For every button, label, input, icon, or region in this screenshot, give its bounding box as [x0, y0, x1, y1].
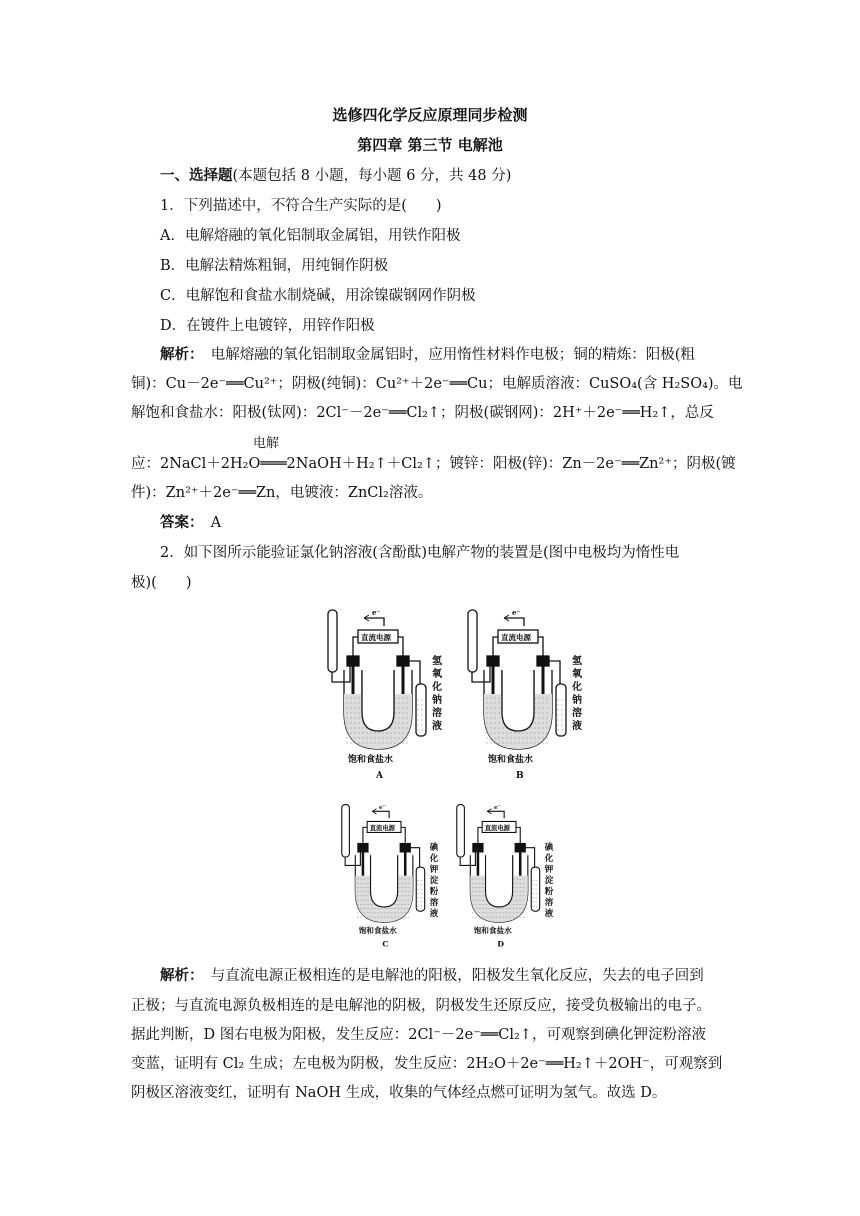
tube-label-char: 氧 [572, 669, 582, 680]
q1-option-d: D．在镀件上电镀锌，用锌作阳极 [160, 318, 375, 334]
tube-label-char: 液 [429, 908, 439, 919]
figure-a [320, 604, 450, 779]
tube-label-char: 液 [432, 721, 442, 732]
tube-label-char: 液 [544, 908, 554, 919]
tube-label-char: 钠 [432, 695, 442, 706]
q2-analysis-line-2: 正极；与直流电源负极相连的是电解池的阴极，阴极发生还原反应，接受负极输出的电子。 [131, 998, 711, 1014]
q1-analysis-line-5: 件)：Zn²⁺＋2e⁻══Zn，电镀液：ZnCl₂溶液。 [131, 485, 433, 501]
tube-label-char: 碘 [429, 842, 439, 853]
tube-label-char: 溶 [544, 897, 554, 908]
figure-letter: B [516, 771, 524, 779]
power-supply-label: 直流电源 [501, 633, 531, 642]
tube-label-char: 溶 [429, 897, 439, 908]
section-heading-line [160, 164, 511, 185]
q2-analysis-label: 解析： [160, 967, 197, 984]
apparatus-diagram [335, 796, 445, 951]
tube-label-char: 钠 [572, 695, 582, 706]
apparatus-diagram [460, 604, 590, 779]
tube-label-char: 钾 [544, 864, 554, 875]
tube-label-char: 化 [572, 682, 582, 693]
power-supply-label: 直流电源 [369, 824, 396, 832]
tube-label-char: 化 [544, 853, 554, 864]
tube-label-char: 碘 [544, 842, 554, 853]
q1-answer-label: 答案： [160, 514, 197, 531]
q1-option-b: B．电解法精炼粗铜，用纯铜作阴极 [160, 258, 389, 274]
q2-analysis-line-3: 据此判断，D 图右电极为阳极，发生反应：2Cl⁻－2e⁻══Cl₂↑，可观察到碘化钾淀粉溶液 [131, 1027, 706, 1043]
q1-analysis-line-1 [160, 343, 695, 364]
tube-label-char: 氢 [572, 656, 582, 667]
power-supply-label: 直流电源 [484, 824, 511, 832]
tube-label-char: 化 [432, 682, 442, 693]
section-heading: 一、选择题 [160, 167, 233, 184]
chapter-title: 第四章 第三节 电解池 [357, 136, 503, 154]
tube-label-char: 化 [429, 853, 439, 864]
q1-analysis-line-3: 解饱和食盐水：阳极(钛网)：2Cl⁻－2e⁻══Cl₂↑；阴极(碳钢网)：2H⁺＋2e⁻══H₂↑，总反 [131, 405, 714, 421]
q1-answer-line [160, 511, 221, 532]
q1-stem: 1．下列描述中，不符合生产实际的是( ) [160, 198, 442, 214]
section-desc: (本题包括 8 小题，每小题 6 分，共 48 分) [232, 168, 512, 184]
vessel-label: 饱和食盐水 [348, 755, 394, 765]
electron-label: e⁻ [494, 803, 501, 811]
apparatus-diagram [320, 604, 450, 779]
tube-label-char: 溶 [432, 708, 442, 719]
electron-label: e⁻ [512, 608, 521, 617]
q1-analysis-text-1: 电解熔融的氧化铝制取金属铝时，应用惰性材料作电极；铜的精炼：阳极(粗 [196, 347, 695, 363]
q2-stem-line-2: 极)( ) [131, 575, 192, 591]
q2-analysis-line-1 [160, 964, 704, 985]
figure-letter: A [376, 771, 383, 779]
figure-letter: C [382, 939, 389, 949]
document-title: 选修四化学反应原理同步检测 [332, 106, 528, 124]
electron-label: e⁻ [379, 803, 386, 811]
tube-label-char: 氢 [432, 656, 442, 667]
figure-c [335, 796, 445, 951]
tube-label-char: 淀 [429, 875, 439, 886]
apparatus-diagram [450, 796, 560, 951]
tube-label-char: 淀 [544, 875, 554, 886]
figure-d [450, 796, 560, 951]
q1-analysis-line-2: 铜)：Cu－2e⁻══Cu²⁺；阴极(纯铜)：Cu²⁺＋2e⁻══Cu；电解质溶液：CuSO₄(含 H₂SO₄)。电 [131, 376, 743, 392]
vessel-label: 饱和食盐水 [488, 755, 534, 765]
tube-label-char: 液 [572, 721, 582, 732]
q1-analysis-label: 解析： [160, 346, 197, 363]
tube-label-char: 粉 [429, 886, 439, 897]
tube-label-char: 溶 [572, 708, 582, 719]
apparatus-figures [300, 604, 590, 954]
electron-label: e⁻ [372, 608, 381, 617]
power-supply-label: 直流电源 [361, 633, 391, 642]
q2-analysis-line-5: 阴极区溶液变红，证明有 NaOH 生成，收集的气体经点燃可证明为氢气。故选 D。 [131, 1085, 667, 1101]
vessel-label: 饱和食盐水 [358, 926, 397, 936]
tube-label-char: 氧 [432, 669, 442, 680]
q2-analysis-text-1: 与直流电源正极相连的是电解池的阳极，阳极发生氧化反应，失去的电子回到 [196, 968, 704, 984]
q1-analysis-line-4: 应：2NaCl＋2H₂O═══2NaOH＋H₂↑＋Cl₂↑；镀锌：阳极(锌)：Zn－2e⁻══Zn²⁺；阴极(镀 [131, 456, 736, 472]
q1-option-c: C．电解饱和食盐水制烧碱，用涂镍碳钢网作阴极 [160, 288, 476, 304]
electrolysis-condition: 电解 [253, 436, 280, 451]
q1-answer: A [196, 515, 222, 531]
q2-analysis-line-4: 变蓝，证明有 Cl₂ 生成；左电极为阴极，发生反应：2H₂O＋2e⁻══H₂↑＋2OH⁻，可观察到 [131, 1056, 723, 1072]
q1-option-a: A．电解熔融的氧化铝制取金属铝，用铁作阳极 [160, 228, 461, 244]
q2-stem-line-1: 2．如下图所示能验证氯化钠溶液(含酚酞)电解产物的装置是(图中电极均为惰性电 [160, 545, 680, 561]
tube-label-char: 粉 [544, 886, 554, 897]
figure-letter: D [497, 939, 504, 949]
tube-label-char: 钾 [429, 864, 439, 875]
vessel-label: 饱和食盐水 [473, 926, 512, 936]
figure-b [460, 604, 590, 779]
